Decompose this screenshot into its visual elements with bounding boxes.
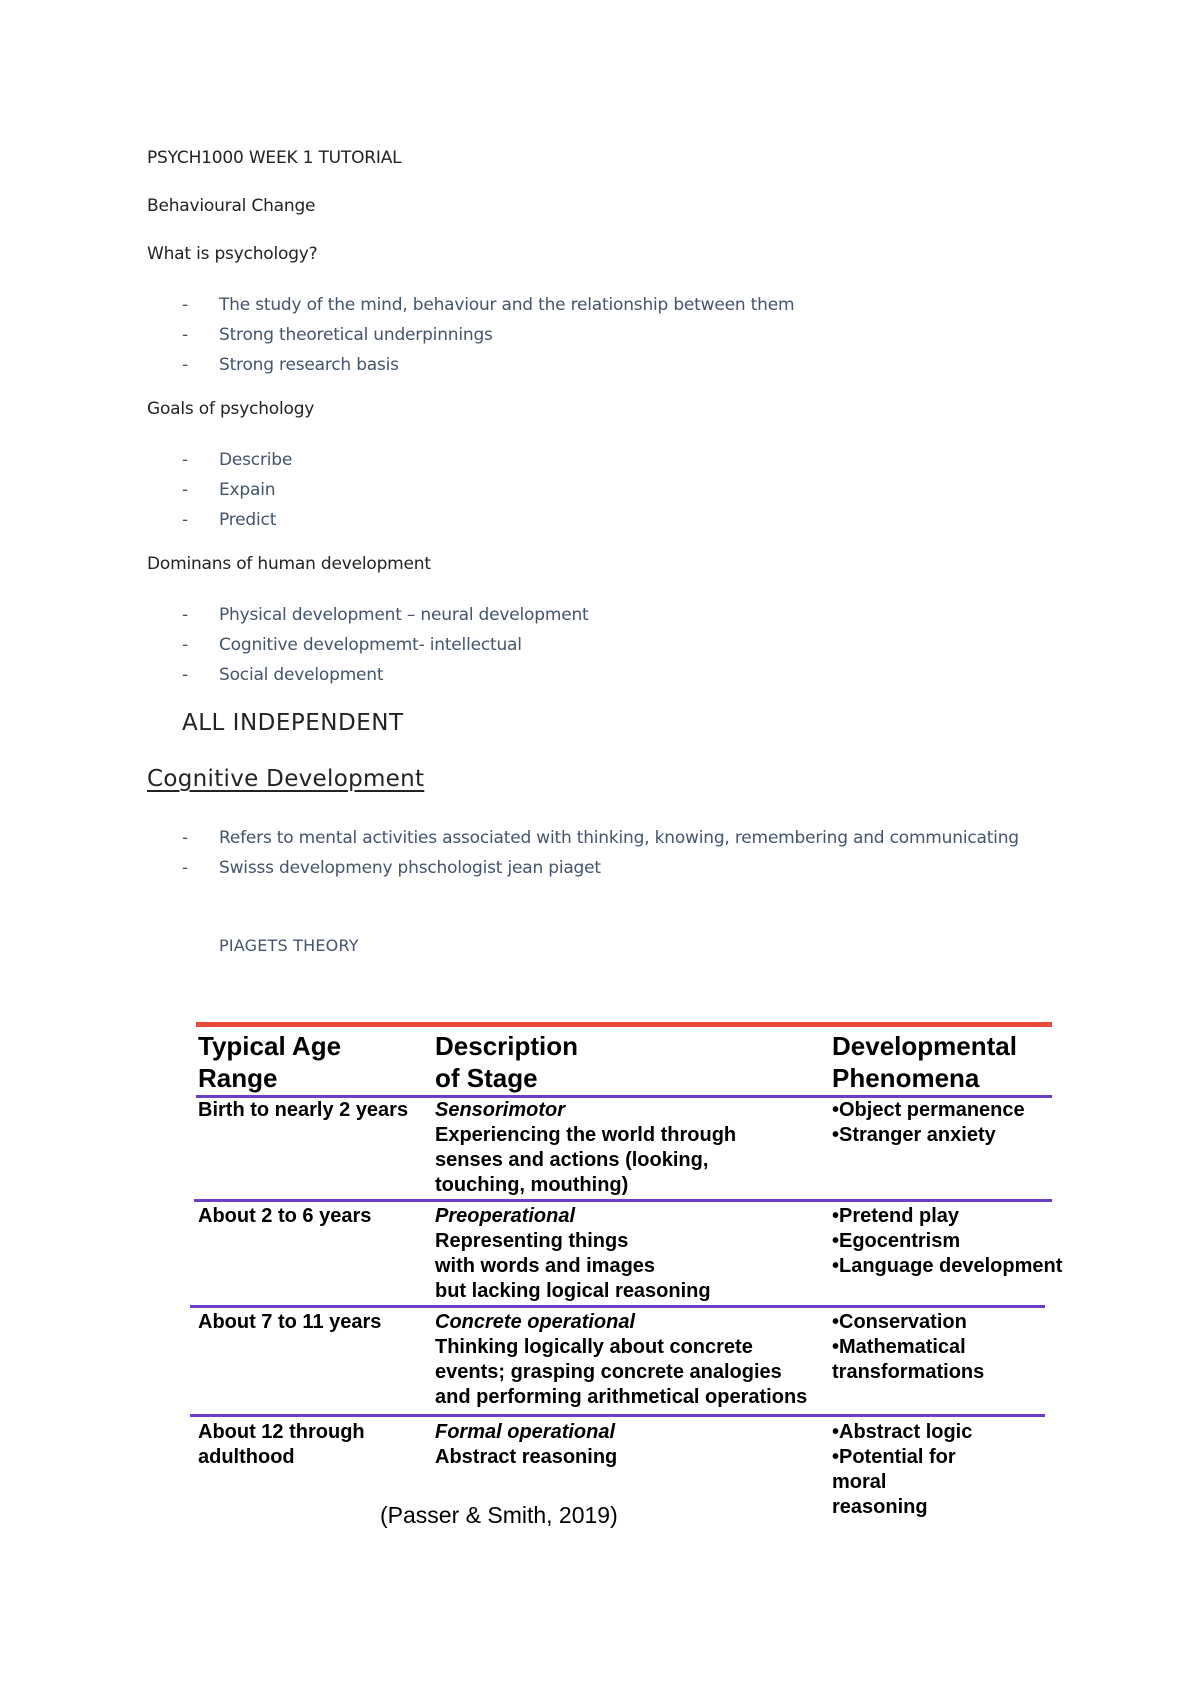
- bullet-dash: -: [182, 325, 188, 345]
- bullet-dash: -: [182, 450, 188, 470]
- row2-desc-line: with words and images: [435, 1255, 656, 1277]
- question-what-is-psychology: What is psychology?: [147, 244, 318, 264]
- row2-desc-line: but lacking logical reasoning: [435, 1280, 711, 1302]
- all-independent-note: ALL INDEPENDENT: [182, 710, 404, 736]
- domains-heading: Dominans of human development: [147, 554, 431, 574]
- row2-age: About 2 to 6 years: [198, 1205, 372, 1227]
- row3-age: About 7 to 11 years: [198, 1311, 382, 1333]
- list-item-text: Social development: [219, 665, 384, 685]
- bullet-dash: -: [182, 605, 188, 625]
- bullet-dash: -: [182, 295, 188, 315]
- row1-phenomena: [832, 1098, 1025, 1148]
- row2-phen-line: •Egocentrism: [832, 1230, 961, 1252]
- list-item-text: Strong theoretical underpinnings: [219, 325, 493, 345]
- list-item-text: Predict: [219, 510, 277, 530]
- list-item-text: Cognitive developmemt- intellectual: [219, 635, 522, 655]
- row4-age: [198, 1420, 365, 1470]
- bullet-dash: -: [182, 858, 188, 878]
- row3-description: [435, 1310, 807, 1410]
- row2-phen-line: •Language development: [832, 1255, 1063, 1277]
- header-phenomena: [832, 1030, 1017, 1094]
- row2-phen-line: •Pretend play: [832, 1205, 960, 1227]
- row3-phen-line: transformations: [832, 1361, 985, 1383]
- bullet-dash: -: [182, 480, 188, 500]
- row3-desc-line: Thinking logically about concrete: [435, 1336, 753, 1358]
- table-top-rule: [196, 1022, 1052, 1027]
- row4-phen-line: •Potential for: [832, 1446, 956, 1468]
- doc-title: PSYCH1000 WEEK 1 TUTORIAL: [147, 148, 402, 168]
- row4-phen-line: moral: [832, 1471, 887, 1493]
- row4-phen-line: reasoning: [832, 1496, 928, 1518]
- list-item-text: Swisss developmeny phschologist jean piaget: [219, 858, 601, 878]
- header-age-line: Range: [198, 1063, 278, 1093]
- goals-heading: Goals of psychology: [147, 399, 315, 419]
- piagets-theory-label: PIAGETS THEORY: [219, 936, 359, 955]
- header-description: [435, 1030, 578, 1094]
- row3-desc-line: and performing arithmetical operations: [435, 1386, 808, 1408]
- row4-description: [435, 1420, 617, 1470]
- row4-age-line: About 12 through: [198, 1421, 365, 1443]
- row3-phen-line: •Conservation: [832, 1311, 967, 1333]
- row3-stage-name: Concrete operational: [435, 1311, 636, 1333]
- header-description-line: Description: [435, 1031, 579, 1061]
- row1-desc-line: touching, mouthing): [435, 1174, 629, 1196]
- row2-phenomena: [832, 1204, 1062, 1279]
- row3-phenomena: [832, 1310, 984, 1385]
- list-item-text: Strong research basis: [219, 355, 399, 375]
- table-citation: (Passer & Smith, 2019): [380, 1502, 618, 1528]
- header-description-line: of Stage: [435, 1063, 538, 1093]
- row-rule: [190, 1305, 1045, 1308]
- cognitive-development-heading: Cognitive Development: [147, 766, 425, 792]
- row4-phenomena: [832, 1420, 972, 1520]
- bullet-dash: -: [182, 510, 188, 530]
- list-item-text: The study of the mind, behaviour and the relationship between them: [219, 295, 795, 315]
- row3-phen-line: •Mathematical: [832, 1336, 966, 1358]
- piaget-stages-table: [190, 1022, 1090, 1542]
- row1-desc-line: Experiencing the world through: [435, 1124, 737, 1146]
- header-age-line: Typical Age: [198, 1031, 342, 1061]
- row1-description: [435, 1098, 736, 1198]
- row2-stage-name: Preoperational: [435, 1205, 576, 1227]
- row1-stage-name: Sensorimotor: [435, 1099, 566, 1121]
- list-item-text: Physical development – neural development: [219, 605, 589, 625]
- row1-age: Birth to nearly 2 years: [198, 1099, 409, 1121]
- header-phenomena-line: Developmental: [832, 1031, 1017, 1061]
- row4-desc-line: Abstract reasoning: [435, 1446, 618, 1468]
- row4-stage-name: Formal operational: [435, 1421, 616, 1443]
- list-item-text: Refers to mental activities associated with thinking, knowing, remembering and communicating: [219, 828, 1019, 848]
- list-item-text: Expain: [219, 480, 276, 500]
- bullet-dash: -: [182, 355, 188, 375]
- row1-desc-line: senses and actions (looking,: [435, 1149, 709, 1171]
- header-phenomena-line: Phenomena: [832, 1063, 980, 1093]
- row2-description: [435, 1204, 711, 1304]
- bullet-dash: -: [182, 828, 188, 848]
- row4-phen-line: •Abstract logic: [832, 1421, 973, 1443]
- bullet-dash: -: [182, 635, 188, 655]
- doc-subtitle: Behavioural Change: [147, 196, 316, 216]
- bullet-dash: -: [182, 665, 188, 685]
- row-rule: [190, 1414, 1045, 1417]
- row4-age-line: adulthood: [198, 1446, 295, 1468]
- row2-desc-line: Representing things: [435, 1230, 629, 1252]
- list-item-text: Describe: [219, 450, 293, 470]
- row-rule: [194, 1199, 1052, 1202]
- row3-desc-line: events; grasping concrete analogies: [435, 1361, 782, 1383]
- row1-phen-line: •Stranger anxiety: [832, 1124, 996, 1146]
- header-age: [198, 1030, 341, 1094]
- row1-phen-line: •Object permanence: [832, 1099, 1025, 1121]
